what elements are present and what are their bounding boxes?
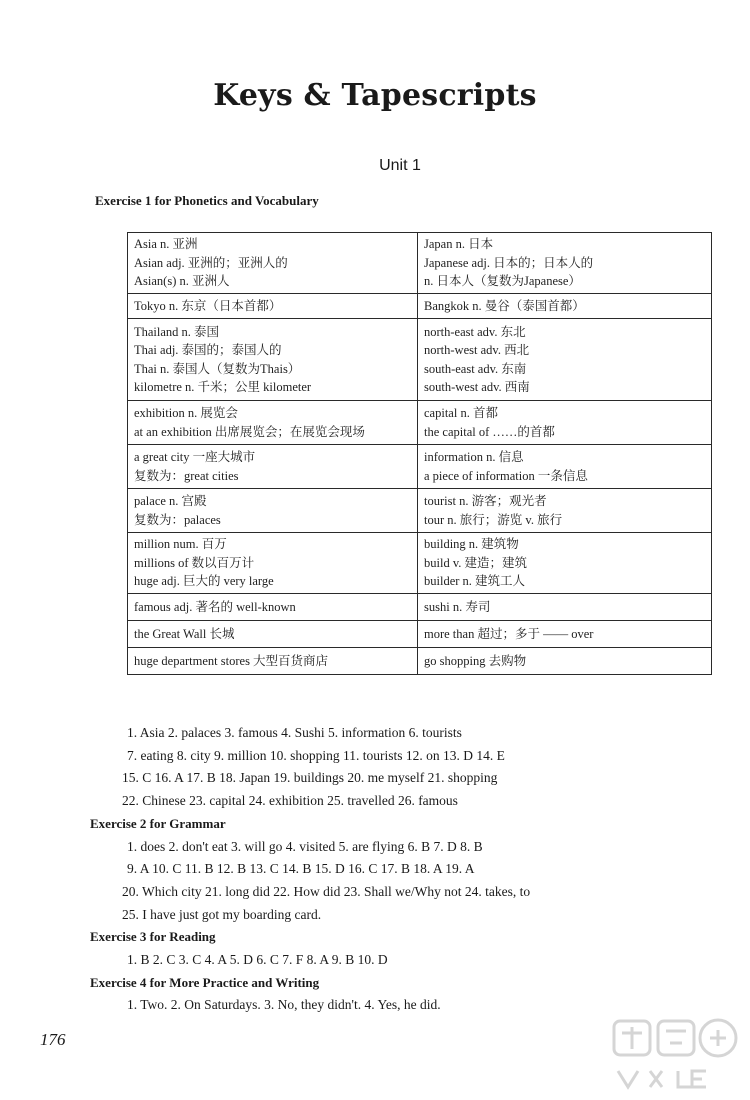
- vocab-entry: tourist n. 游客；观光者: [424, 494, 547, 508]
- exercise-1-heading: Exercise 1 for Phonetics and Vocabulary: [95, 193, 319, 208]
- vocab-cell-right: [418, 648, 712, 675]
- vocab-entry: tour n. 旅行；游览 v. 旅行: [424, 512, 563, 527]
- vocab-row: [128, 533, 712, 594]
- answer-line: 9. A 10. C 11. B 12. B 13. C 14. B 15. D 16. C 17. B 18. A 19. A: [127, 861, 475, 877]
- answer-line: 1. does 2. don't eat 3. will go 4. visited 5. are flying 6. B 7. D 8. B: [127, 838, 483, 854]
- answer-line: 15. C 16. A 17. B 18. Japan 19. buildings 20. me myself 21. shopping: [122, 770, 498, 786]
- vocab-row: [128, 621, 712, 648]
- vocab-cell-left: [128, 401, 418, 445]
- vocab-cell-right: [418, 319, 712, 401]
- vocab-cell-left: [128, 489, 418, 533]
- vocab-cell-right: [418, 445, 712, 489]
- vocab-row: [128, 319, 712, 401]
- vocab-row: [128, 445, 712, 489]
- answer-line: 1. Asia 2. palaces 3. famous 4. Sushi 5. information 6. tourists: [127, 725, 462, 740]
- vocab-entry: at an exhibition 出席展览会；在展览会现场: [134, 424, 365, 439]
- answer-line: 1. Two. 2. On Saturdays. 3. No, they didn't. 4. Yes, he did.: [127, 997, 441, 1013]
- vocab-entry: million num. 百万: [134, 537, 227, 552]
- vocab-cell-left: [128, 621, 418, 648]
- exercise-3-heading: Exercise 3 for Reading: [90, 929, 216, 945]
- vocab-entry: the Great Wall 长城: [134, 626, 235, 641]
- vocab-cell-left: [128, 445, 418, 489]
- vocab-entry: palace n. 宫殿: [134, 494, 207, 508]
- vocab-cell-right: [418, 533, 712, 594]
- vocab-row: [128, 594, 712, 621]
- answer-line: 25. I have just got my boarding card.: [122, 906, 322, 922]
- vocab-row: [128, 401, 712, 445]
- vocab-cell-right: [418, 233, 712, 294]
- vocab-entry: go shopping 去购物: [424, 653, 527, 668]
- vocab-entry: Japan n. 日本: [424, 237, 494, 252]
- answer-line: 1. B 2. C 3. C 4. A 5. D 6. C 7. F 8. A 9. B 10. D: [127, 952, 388, 968]
- vocab-entry: Tokyo n. 东京（日本首都）: [134, 298, 282, 313]
- vocab-entry: information n. 信息: [424, 450, 524, 464]
- vocab-entry: exhibition n. 展览会: [134, 406, 238, 420]
- vocab-cell-right: [418, 401, 712, 445]
- watermark-logo-icon: [610, 1015, 745, 1095]
- vocab-entry: Asia n. 亚洲: [134, 237, 198, 252]
- vocab-entry: capital n. 首都: [424, 406, 498, 420]
- vocab-row: [128, 489, 712, 533]
- vocab-entry: millions of 数以百万计: [134, 555, 255, 570]
- vocab-cell-left: [128, 648, 418, 675]
- vocab-cell-right: [418, 294, 712, 319]
- vocab-entry: Japanese adj. 日本的；日本人的: [424, 255, 594, 270]
- vocab-entry: building n. 建筑物: [424, 537, 519, 552]
- vocab-entry: huge department stores 大型百货商店: [134, 653, 329, 668]
- vocab-entry: Thai adj. 泰国的；泰国人的: [134, 343, 282, 357]
- vocab-entry: kilometre n. 千米；公里 kilometer: [134, 380, 312, 394]
- vocab-entry: north-east adv. 东北: [424, 324, 526, 339]
- vocab-entry: a piece of information 一条信息: [424, 468, 588, 483]
- vocab-entry: the capital of ……的首都: [424, 424, 555, 439]
- vocab-entry: sushi n. 寿司: [424, 599, 491, 614]
- answer-line: 20. Which city 21. long did 22. How did 23. Shall we/Why not 24. takes, to: [122, 883, 531, 899]
- vocab-cell-right: [418, 594, 712, 621]
- vocabulary-table: [127, 232, 712, 675]
- vocab-entry: Asian adj. 亚洲的；亚洲人的: [134, 255, 288, 270]
- vocab-entry: Thai n. 泰国人（复数为Thais）: [134, 361, 301, 376]
- vocab-entry: more than 超过；多于 —— over: [424, 626, 594, 641]
- vocab-entry: Thailand n. 泰国: [134, 324, 220, 339]
- vocab-entry: Asian(s) n. 亚洲人: [134, 274, 230, 289]
- vocab-row: [128, 294, 712, 319]
- vocab-entry: famous adj. 著名的 well-known: [134, 599, 296, 614]
- vocab-entry: n. 日本人（复数为Japanese）: [424, 274, 581, 289]
- vocab-entry: 复数为：palaces: [134, 512, 221, 527]
- vocab-entry: south-east adv. 东南: [424, 361, 527, 376]
- page-number: 176: [40, 1030, 66, 1049]
- vocab-cell-left: [128, 233, 418, 294]
- vocab-cell-right: [418, 621, 712, 648]
- answer-line: 22. Chinese 23. capital 24. exhibition 25. travelled 26. famous: [122, 793, 458, 809]
- vocab-entry: south-west adv. 西南: [424, 380, 530, 394]
- unit-title: Unit 1: [379, 157, 421, 174]
- vocab-cell-left: [128, 319, 418, 401]
- page-title: Keys & Tapescripts: [213, 78, 537, 113]
- vocab-entry: a great city 一座大城市: [134, 450, 256, 464]
- vocab-entry: build v. 建造；建筑: [424, 555, 528, 570]
- vocab-entry: north-west adv. 西北: [424, 343, 530, 357]
- vocab-cell-left: [128, 594, 418, 621]
- vocab-entry: builder n. 建筑工人: [424, 574, 526, 589]
- vocab-cell-left: [128, 533, 418, 594]
- vocab-entry: Bangkok n. 曼谷（泰国首都）: [424, 298, 585, 313]
- vocab-row: [128, 233, 712, 294]
- answer-keys: [90, 722, 730, 1017]
- vocab-cell-left: [128, 294, 418, 319]
- vocab-entry: 复数为：great cities: [134, 468, 239, 483]
- vocab-row: [128, 648, 712, 675]
- vocab-cell-right: [418, 489, 712, 533]
- vocab-entry: huge adj. 巨大的 very large: [134, 574, 274, 589]
- answer-line: 7. eating 8. city 9. million 10. shopping 11. tourists 12. on 13. D 14. E: [127, 747, 505, 763]
- exercise-4-heading: Exercise 4 for More Practice and Writing: [90, 974, 320, 990]
- exercise-2-heading: Exercise 2 for Grammar: [90, 815, 226, 831]
